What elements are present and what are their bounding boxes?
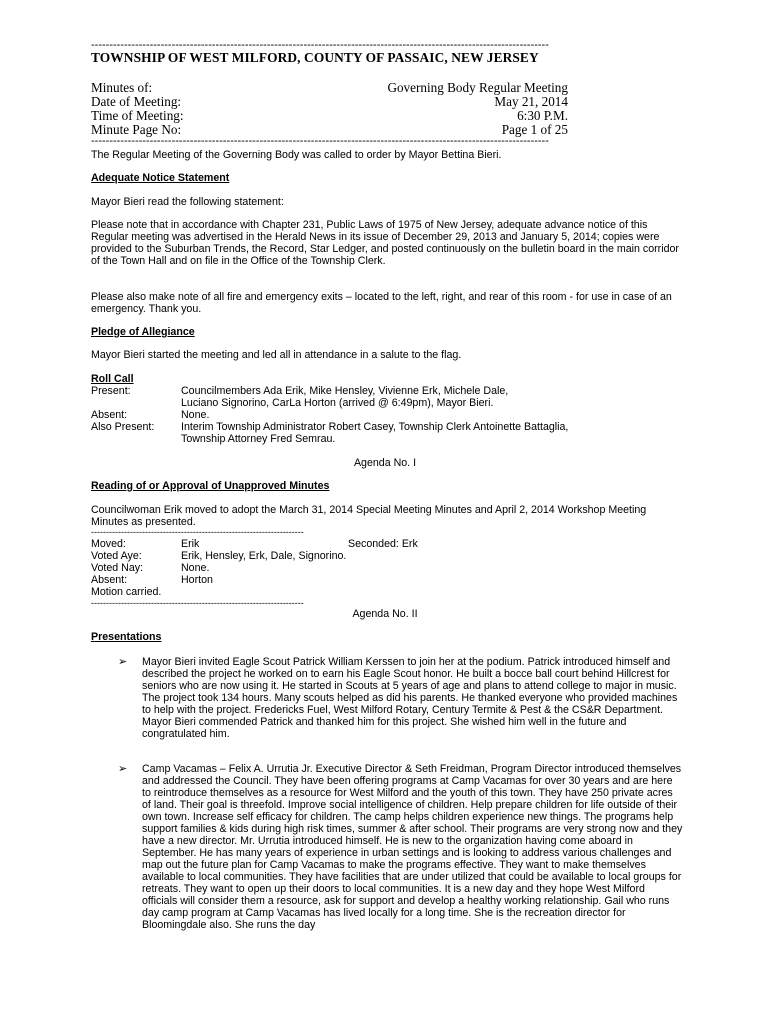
motion-label: Moved:	[91, 538, 126, 550]
adequate-notice-paragraph: Please note that in accordance with Chapter 231, Public Laws of 1975 of New Jersey, adequate advance notice of this Regular meeting was advertised in the Herald News in its issue of December 29, 2013 and January 5, 2014; copies were provided to the Suburban Trends, the Record, Star Ledger, and posted continuously on the bulletin board in the main corridor of the Town Hall and on file in the Office of the Township Clerk.	[91, 219, 679, 267]
roll-label: Also Present:	[91, 421, 155, 433]
presentation-item-eagle-scout: Mayor Bieri invited Eagle Scout Patrick William Kerssen to join her at the podium. Patrick introduced himself and described the project he worked on to earn his Eagle Scout honor. He built a bocce ball court behind Hillcrest for seniors who are now using it. He started in Scouts at 5 years of age and plans to attend college to major in music. The project took 134 hours. Many scouts helped as did his parents. He thanked everyone who provided machines to help with the project. Fredericks Fuel, West Milford Rotary, Century Termite & Pest & the CS&R Department. Mayor Bieri commended Patrick and thanked him for this project. She wished him well in the future and congratulated him.	[142, 656, 678, 740]
meta-label: Minutes of:	[91, 80, 153, 95]
motion-carried: Motion carried.	[91, 586, 162, 598]
roll-label: Present:	[91, 385, 131, 397]
intro-text: The Regular Meeting of the Governing Body was called to order by Mayor Bettina Bieri.	[91, 149, 502, 161]
presentation-item-camp-vacamas: Camp Vacamas – Felix A. Urrutia Jr. Executive Director & Seth Freidman, Program Director introduced themselves and addressed the Council. They have been offering programs at Camp Vacamas for over 30 years and are here to reintroduce themselves as a resource for West Milford and the youth of this town. They have 250 private acres of land. Their goal is threefold. Improve social intelligence of children. Help prepare children for life outside of their own town. Increase self efficacy for children. The camp helps children experience new things. The programs help support families & kids during high risk times, summer & after school. Their programs are very strong now and they have a new director. Mr. Urrutia introduced himself. He is new to the organization having come aboard in September. He has many years of experience in urban settings and is looking to address various challenges and map out the future plan for Camp Vacamas to make the programs effective. They want to make themselves available to local communities. They have facilities that are under utilized that could be available to local groups for retreats. They want to open up their doors to local communities. It is a new day and they hope West Milford officials will consider them a resource, ask for support and develop a healthy working relationship. Gail who runs day camp program at Camp Vacamas has lived locally for a long time. She is the recreation director for Bloomingdale also. She runs the day	[142, 763, 683, 931]
presentations-heading: Presentations	[91, 631, 162, 643]
minutes-motion-text: Councilwoman Erik moved to adopt the March 31, 2014 Special Meeting Minutes and April 2, 2014 Workshop Meeting Minutes as presented.	[91, 504, 647, 528]
meta-label: Date of Meeting:	[91, 94, 182, 109]
adequate-notice-heading: Adequate Notice Statement	[91, 172, 230, 184]
roll-value: Councilmembers Ada Erik, Mike Hensley, Vivienne Erk, Michele Dale,	[181, 385, 509, 397]
meta-value: 6:30 P.M.	[517, 108, 568, 123]
bullet-arrow-icon: ➢	[118, 656, 128, 668]
agenda-number-2: Agenda No. II	[352, 608, 418, 620]
motion-seconded: Seconded: Erk	[348, 538, 418, 550]
motion-value: Horton	[181, 574, 213, 586]
roll-value: None.	[181, 409, 210, 421]
motion-value: Erik, Hensley, Erk, Dale, Signorino.	[181, 550, 347, 562]
roll-label: Absent:	[91, 409, 128, 421]
top-divider: -----------------------------------------------------------------------------------------------------------------------------	[91, 40, 549, 51]
roll-call-heading: Roll Call	[91, 373, 134, 385]
meta-value: May 21, 2014	[494, 94, 568, 109]
motion-label: Voted Nay:	[91, 562, 144, 574]
motion-label: Voted Aye:	[91, 550, 142, 562]
meta-value: Page 1 of 25	[501, 122, 568, 137]
pledge-heading: Pledge of Allegiance	[91, 326, 195, 338]
header-divider: -----------------------------------------------------------------------------------------------------------------------------	[91, 136, 549, 147]
agenda-number-1: Agenda No. I	[353, 457, 417, 469]
roll-value: Luciano Signorino, CarLa Horton (arrived @ 6:49pm), Mayor Bieri.	[181, 397, 494, 409]
roll-value: Interim Township Administrator Robert Casey, Township Clerk Antoinette Battaglia,	[181, 421, 569, 433]
meta-label: Minute Page No:	[91, 122, 182, 137]
motion-label: Absent:	[91, 574, 128, 586]
meta-label: Time of Meeting:	[91, 108, 184, 123]
document-title: TOWNSHIP OF WEST MILFORD, COUNTY OF PASSAIC, NEW JERSEY	[91, 50, 539, 65]
motion-value: None.	[181, 562, 210, 574]
emergency-exits-paragraph: Please also make note of all fire and emergency exits – located to the left, right, and rear of this room - for use in case of an emergency. Thank you.	[91, 291, 672, 315]
motion-divider-bottom: -----------------------------------------------------------------------	[91, 598, 304, 608]
bullet-arrow-icon: ➢	[118, 763, 128, 775]
roll-value: Township Attorney Fred Semrau.	[181, 433, 336, 445]
minutes-heading: Reading of or Approval of Unapproved Minutes	[91, 480, 330, 492]
adequate-notice-intro: Mayor Bieri read the following statement:	[91, 196, 284, 208]
motion-divider-top: -----------------------------------------------------------------------	[91, 527, 304, 537]
pledge-text: Mayor Bieri started the meeting and led all in attendance in a salute to the flag.	[91, 349, 462, 361]
motion-value: Erik	[181, 538, 200, 550]
meta-value: Governing Body Regular Meeting	[387, 80, 568, 95]
